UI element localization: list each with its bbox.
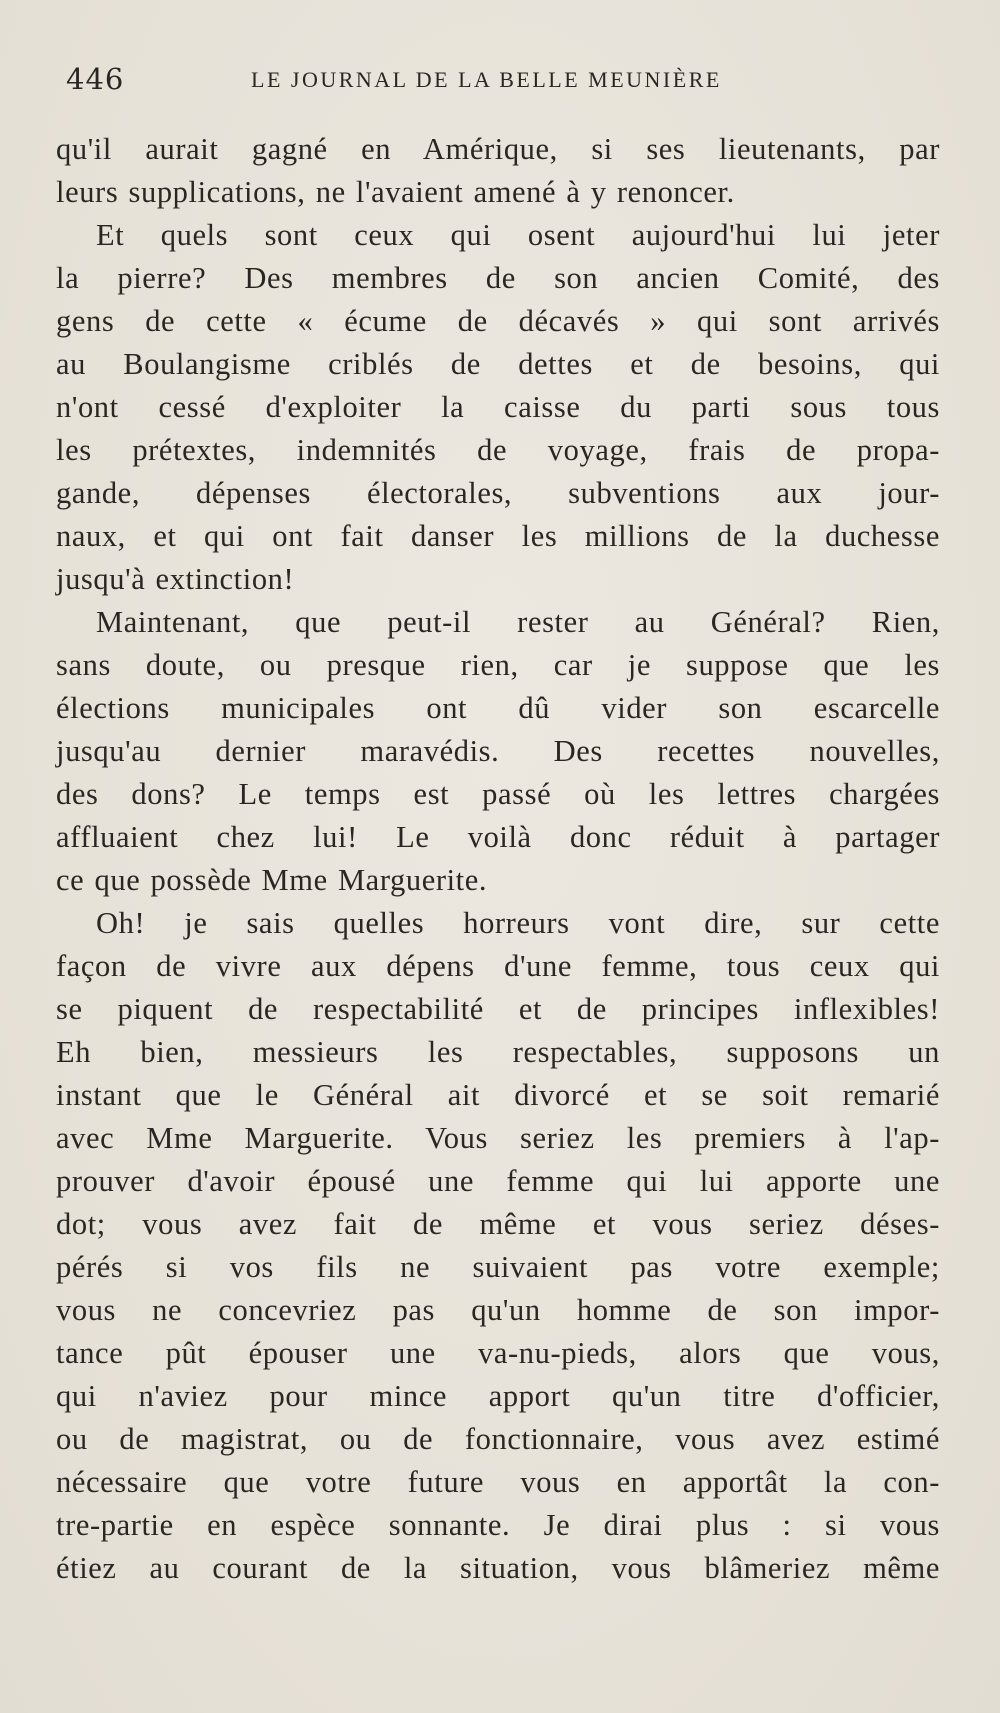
- text-line: n'ont cessé d'exploiter la caisse du parti sous tous: [56, 390, 940, 424]
- text-line: sans doute, ou presque rien, car je suppose que les: [56, 648, 940, 682]
- text-line: pérés si vos fils ne suivaient pas votre exemple;: [56, 1250, 940, 1284]
- text-line: façon de vivre aux dépens d'une femme, tous ceux qui: [56, 949, 940, 983]
- text-line: instant que le Général ait divorcé et se soit remarié: [56, 1078, 940, 1112]
- text-line: affluaient chez lui! Le voilà donc réduit à partager: [56, 820, 940, 854]
- text-line: la pierre? Des membres de son ancien Comité, des: [56, 261, 940, 295]
- text-line: tre-partie en espèce sonnante. Je dirai plus : si vous: [56, 1508, 940, 1542]
- text-line: leurs supplications, ne l'avaient amené à y renoncer.: [56, 175, 735, 209]
- text-line: jusqu'à extinction!: [56, 562, 295, 596]
- page-header: [66, 62, 926, 102]
- body-text: [56, 128, 940, 1590]
- text-line: prouver d'avoir épousé une femme qui lui apporte une: [56, 1164, 940, 1198]
- text-line: étiez au courant de la situation, vous blâmeriez même: [56, 1551, 940, 1585]
- text-line: Eh bien, messieurs les respectables, supposons un: [56, 1035, 940, 1069]
- text-line: jusqu'au dernier maravédis. Des recettes nouvelles,: [56, 734, 940, 768]
- page-number: 446: [66, 62, 125, 96]
- text-line: vous ne concevriez pas qu'un homme de son impor-: [56, 1293, 940, 1327]
- text-line: ou de magistrat, ou de fonctionnaire, vous avez estimé: [56, 1422, 940, 1456]
- text-line: nécessaire que votre future vous en apportât la con-: [56, 1465, 940, 1499]
- text-line: qui n'aviez pour mince apport qu'un titre d'officier,: [56, 1379, 940, 1413]
- text-line: Maintenant, que peut-il rester au Général? Rien,: [96, 605, 940, 639]
- text-line: Et quels sont ceux qui osent aujourd'hui lui jeter: [96, 218, 940, 252]
- text-line: gande, dépenses électorales, subventions aux jour-: [56, 476, 940, 510]
- text-line: des dons? Le temps est passé où les lettres chargées: [56, 777, 940, 811]
- text-line: gens de cette « écume de décavés » qui sont arrivés: [56, 304, 940, 338]
- text-line: naux, et qui ont fait danser les millions de la duchesse: [56, 519, 940, 553]
- text-line: tance pût épouser une va-nu-pieds, alors que vous,: [56, 1336, 940, 1370]
- text-line: les prétextes, indemnités de voyage, frais de propa-: [56, 433, 940, 467]
- text-line: élections municipales ont dû vider son escarcelle: [56, 691, 940, 725]
- running-title: LE JOURNAL DE LA BELLE MEUNIÈRE: [251, 67, 722, 92]
- text-line: avec Mme Marguerite. Vous seriez les premiers à l'ap-: [56, 1121, 940, 1155]
- text-line: Oh! je sais quelles horreurs vont dire, sur cette: [96, 906, 940, 940]
- text-line: se piquent de respectabilité et de principes inflexibles!: [56, 992, 940, 1026]
- text-line: au Boulangisme criblés de dettes et de besoins, qui: [56, 347, 940, 381]
- text-line: dot; vous avez fait de même et vous seriez déses-: [56, 1207, 940, 1241]
- text-line: qu'il aurait gagné en Amérique, si ses lieutenants, par: [56, 132, 940, 166]
- text-line: ce que possède Mme Marguerite.: [56, 863, 488, 897]
